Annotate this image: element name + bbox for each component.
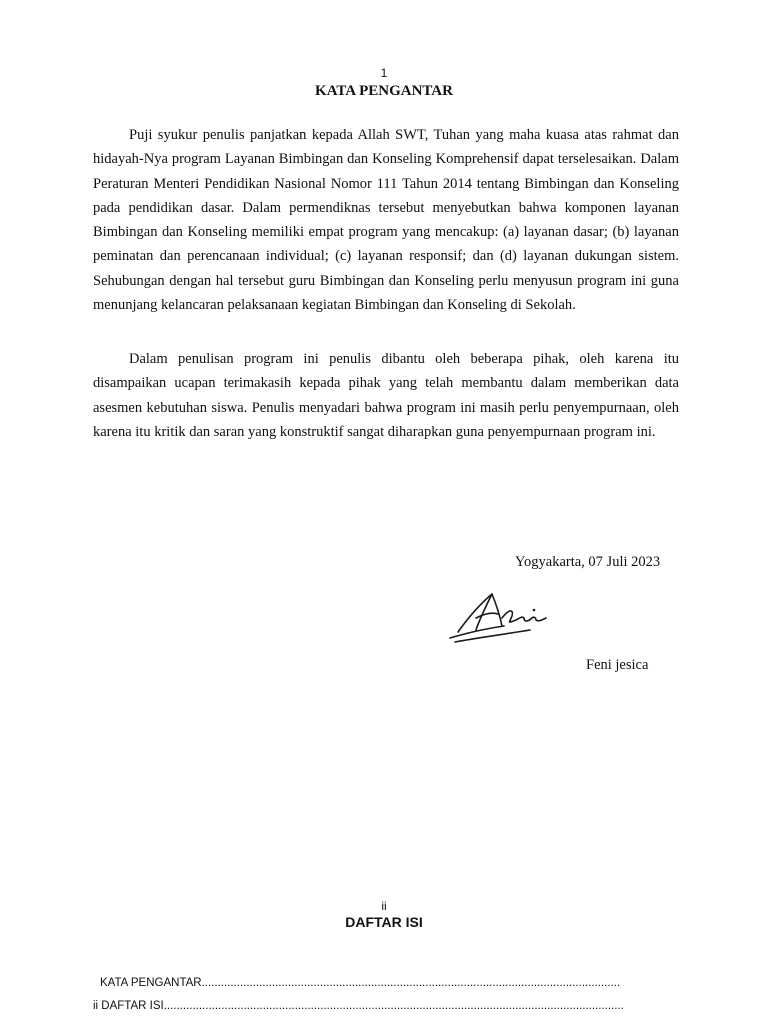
paragraph-2: Dalam penulisan program ini penulis dibantu oleh beberapa pihak, oleh karena itu disampaikan ucapan terimakasih kepada pihak yang telah membantu dalam memberikan data asesmen kebutuhan siswa. Penulis menyadari bahwa program ini masih perlu penyempurnaan, oleh karena itu kritik dan saran yang konstruktif sangat diharapkan guna penyempurnaan program ini. xyxy=(93,351,679,440)
place-date: Yogyakarta, 07 Juli 2023 xyxy=(515,554,661,570)
page-number-2: ii xyxy=(381,899,387,913)
page-number: 1 xyxy=(380,66,388,80)
signature-image xyxy=(446,588,550,646)
toc-entry-kata-pengantar[interactable]: KATA PENGANTAR................................................................................................................................... xyxy=(100,977,621,989)
toc-entry-daftar-isi[interactable]: ii DAFTAR ISI................................................................................................................................................ xyxy=(93,1000,624,1012)
paragraph-1: Puji syukur penulis panjatkan kepada Allah SWT, Tuhan yang maha kuasa atas rahmat dan hidayah-Nya program Layanan Bimbingan dan Konseling Komprehensif dapat terselesaikan. Dalam Peraturan Menteri Pendidikan Nasional Nomor 111 Tahun 2014 tentang Bimbingan dan Konseling pada pendidikan dasar. Dalam permendiknas tersebut menyebutkan bahwa komponen layanan Bimbingan dan Konseling memiliki empat program yang mencakup: (a) layanan dasar; (b) layanan peminatan dan perencanaan individual; (c) layanan responsif; dan (d) layanan dukungan sistem. Sehubungan dengan hal tersebut guru Bimbingan dan Konseling perlu menyusun program ini guna menunjang kelancaran pelaksanaan kegiatan Bimbingan dan Konseling di Sekolah. xyxy=(93,127,679,314)
toc-title: DAFTAR ISI xyxy=(345,914,423,930)
signer-name: Feni jesica xyxy=(586,657,649,673)
page-title: KATA PENGANTAR xyxy=(315,83,453,99)
